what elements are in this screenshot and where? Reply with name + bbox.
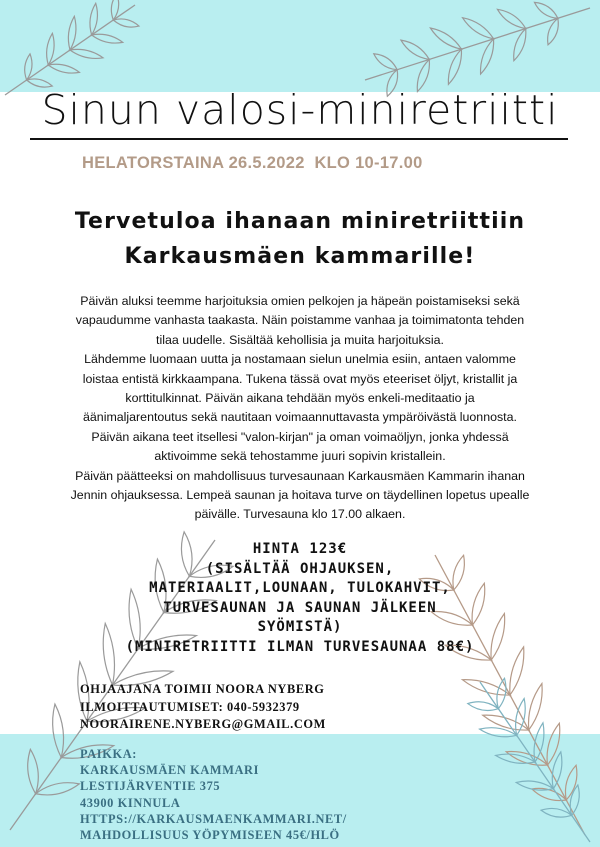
registration-phone: ILMOITTAUTUMISET: 040-5932379 [80, 699, 300, 714]
instructor-name: OHJAAJANA TOIMII NOORA NYBERG [80, 682, 325, 696]
welcome-line: Tervetuloa ihanaan miniretriittiin [74, 209, 526, 234]
leaf-branch-icon [460, 667, 600, 847]
program-description [40, 292, 560, 525]
description-line: vapaudumme vanhasta taakasta. Näin poistamme vanhaa ja toimimatonta tehden [75, 313, 525, 328]
description-line: Lähdemme luomaan uutta ja nostamaan sielun unelmia esiin, antaen valomme [84, 352, 516, 367]
price-info [0, 540, 600, 657]
description-line: äänimaljarentoutus sekä nautitaan voimaannuttavasta ympäröivästä luonnosta. [83, 410, 517, 425]
title-underline [30, 138, 568, 140]
event-date: HELATORSTAINA 26.5.2022 KLO 10-17.00 [82, 154, 423, 172]
description-line: Päivän päätteeksi on mahdollisuus turvesaunaan Karkausmäen Kammarin ihanan [75, 468, 525, 483]
lodging-note: MAHDOLLISUUS YÖPYMISEEN 45€/HLÖ [80, 828, 340, 843]
venue-website: HTTPS://KARKAUSMAENKAMMARI.NET/ [80, 811, 347, 826]
price-line: MATERIAALIT,LOUNAAN, TULOKAHVIT, [149, 580, 451, 596]
description-line: tilaa uudelle. Sisältää kehollisia ja muita harjoituksia. [156, 332, 444, 347]
venue-label: PAIKKA: [80, 747, 137, 761]
price-line: (MINIRETRIITTI ILMAN TURVESAUNAA 88€) [125, 638, 475, 655]
price-line: (SISÄLTÄÄ OHJAUKSEN, [205, 560, 395, 577]
welcome-line: Karkausmäen kammarille! [124, 244, 476, 269]
price-line: SYÖMISTÄ) [257, 619, 343, 635]
contact-info [80, 681, 326, 734]
poster-title: Sinun valosi-miniretriitti [41, 86, 559, 134]
description-line: korttitulkinnat. Päivän aikana tehdään myös enkeli-meditaatio ja [125, 391, 475, 406]
venue-name: KARKAUSMÄEN KAMMARI [80, 763, 260, 778]
description-line: Päivän aluksi teemme harjoituksia omien pelkojen ja häpeän poistamiseksi sekä [80, 294, 520, 308]
welcome-heading [0, 204, 600, 274]
leaf-branch-icon [340, 0, 600, 95]
description-line: loistaa entistä kirkkaampana. Tukena tässä ovat myös eteeriset öljyt, kristallit ja [82, 371, 518, 386]
description-line: päivälle. Turvesauna klo 17.00 alkaen. [194, 507, 406, 522]
description-line: Päivän aikana teet itsellesi "valon-kirjan" ja oman voimaöljyn, jonka yhdessä [91, 429, 509, 444]
venue-postal: 43900 KINNULA [80, 795, 181, 810]
description-line: aktivoimme sekä tehostamme juuri sopivin kristallein. [154, 449, 446, 464]
price-line: TURVESAUNAN JA SAUNAN JÄLKEEN [163, 599, 437, 616]
price-line: HINTA 123€ [252, 541, 348, 557]
venue-info [80, 746, 347, 843]
leaf-branch-icon [0, 0, 150, 100]
venue-street: LESTIJÄRVENTIE 375 [80, 779, 221, 794]
contact-email: NOORAIRENE.NYBERG@GMAIL.COM [80, 717, 326, 731]
description-line: Jennin ohjauksessa. Lempeä saunan ja hoitava turve on täydellinen lopetus upealle [70, 488, 530, 503]
